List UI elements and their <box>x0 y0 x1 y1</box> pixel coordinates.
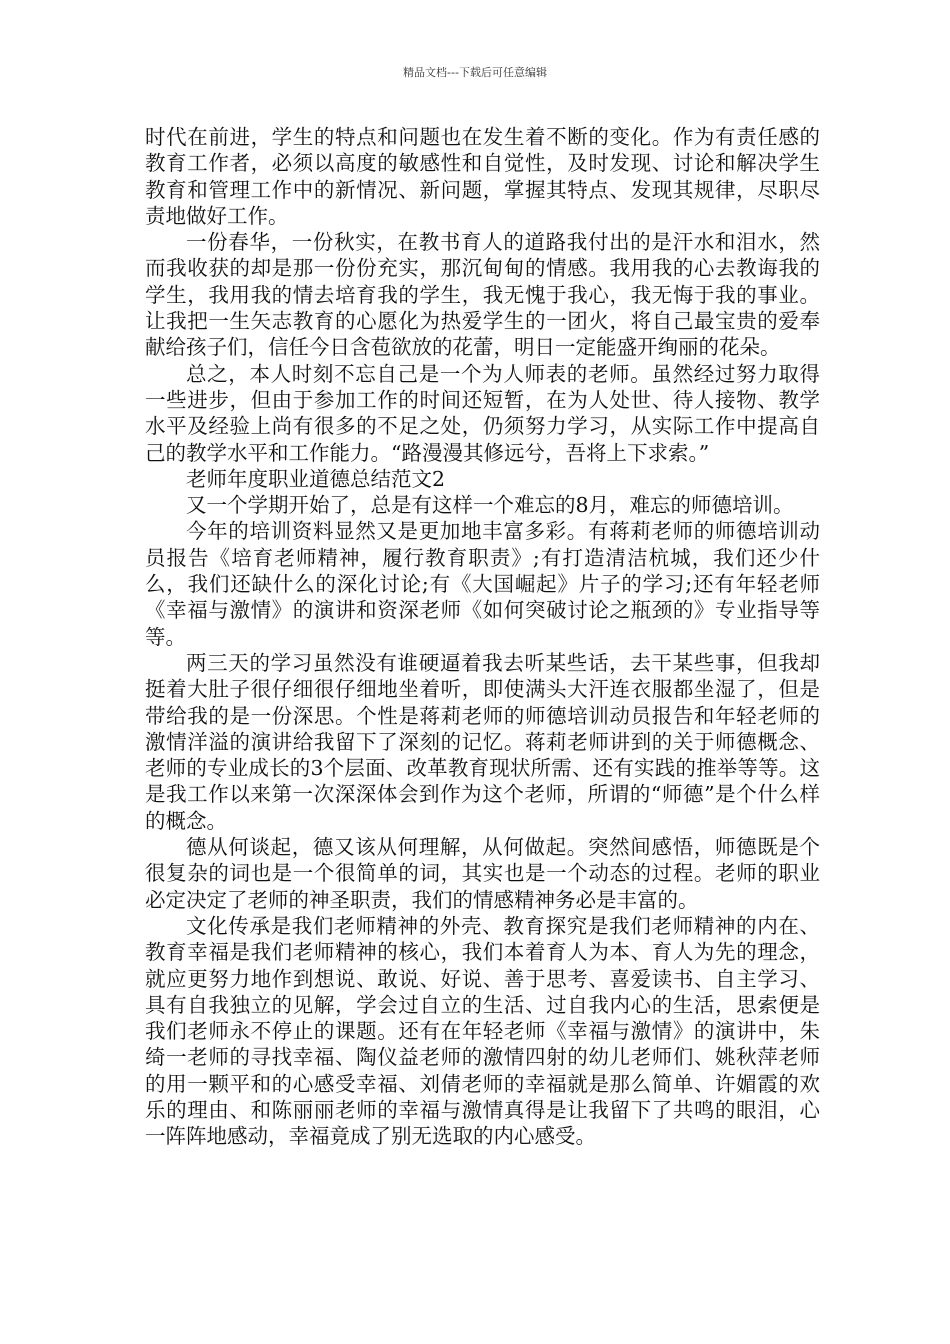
page-header: 精品文档---下载后可任意编辑 <box>403 66 547 79</box>
section-heading: 老师年度职业道德总结范文2 <box>186 466 446 491</box>
paragraph-7: 德从何谈起，德又该从何理解，从何做起。突然间感悟，师德既是个很复杂的词也是一个很简单的词，其实也是一个动态的过程。老师的职业必定决定了老师的神圣职责，我们的情感精神务必是丰富的。 <box>145 835 820 912</box>
paragraph-3: 总之，本人时刻不忘自己是一个为人师表的老师。虽然经过努力取得一些进步，但由于参加工作的时间还短暂，在为人处世、待人接物、教学水平及经验上尚有很多的不足之处，仍须努力学习，从实际工作中提高自己的教学水平和工作能力。“路漫漫其修远兮，吾将上下求索。” <box>145 361 820 465</box>
paragraph-4: 又一个学期开始了，总是有这样一个难忘的8月，难忘的师德培训。 <box>186 493 794 518</box>
paragraph-2: 一份春华，一份秋实，在教书育人的道路我付出的是汗水和泪水，然而我收获的却是那一份份充实，那沉甸甸的情感。我用我的心去教诲我的学生，我用我的情去培育我的学生，我无愧于我心，我无悔于我的事业。让我把一生矢志教育的心愿化为热爱学生的一团火，将自己最宝贵的爱奉献给孩子们，信任今日含苞欲放的花蕾，明日一定能盛开绚丽的花朵。 <box>145 230 820 360</box>
document-body <box>145 124 820 1150</box>
paragraph-5: 今年的培训资料显然又是更加地丰富多彩。有蒋莉老师的师德培训动员报告《培育老师精神，履行教育职责》;有打造清洁杭城，我们还少什么，我们还缺什么的深化讨论;有《大国崛起》片子的学习;还有年轻老师《幸福与激情》的演讲和资深老师《如何突破讨论之瓶颈的》专业指导等等。 <box>145 519 820 649</box>
paragraph-1: 时代在前进，学生的特点和问题也在发生着不断的变化。作为有责任感的教育工作者，必须以高度的敏感性和自觉性，及时发现、讨论和解决学生教育和管理工作中的新情况、新问题，掌握其特点、发现其规律，尽职尽责地做好工作。 <box>145 125 820 228</box>
paragraph-6: 两三天的学习虽然没有谁硬逼着我去听某些话，去干某些事，但我却挺着大肚子很仔细很仔细地坐着听，即使满头大汗连衣服都坐湿了，但是带给我的是一份深思。个性是蒋莉老师的师德培训动员报告和年轻老师的激情洋溢的演讲给我留下了深刻的记忆。蒋莉老师讲到的关于师德概念、老师的专业成长的3个层面、改革教育现状所需、还有实践的推举等等。这是我工作以来第一次深深体会到作为这个老师，所谓的“师德”是个什么样的概念。 <box>145 650 820 833</box>
paragraph-8: 文化传承是我们老师精神的外壳、教育探究是我们老师精神的内在、教育幸福是我们老师精神的核心，我们本着育人为本、育人为先的理念，就应更努力地作到想说、敢说、好说、善于思考、喜爱读书、自主学习、具有自我独立的见解，学会过自立的生活、过自我内心的生活，思索便是我们老师永不停止的课题。还有在年轻老师《幸福与激情》的演讲中，朱绮一老师的寻找幸福、陶仪益老师的激情四射的幼儿老师们、姚秋萍老师的用一颗平和的心感受幸福、刘倩老师的幸福就是那么简单、许媚霞的欢乐的理由、和陈丽丽老师的幸福与激情真得是让我留下了共鸣的眼泪，心一阵阵地感动，幸福竟成了别无选取的内心感受。 <box>145 913 820 1149</box>
